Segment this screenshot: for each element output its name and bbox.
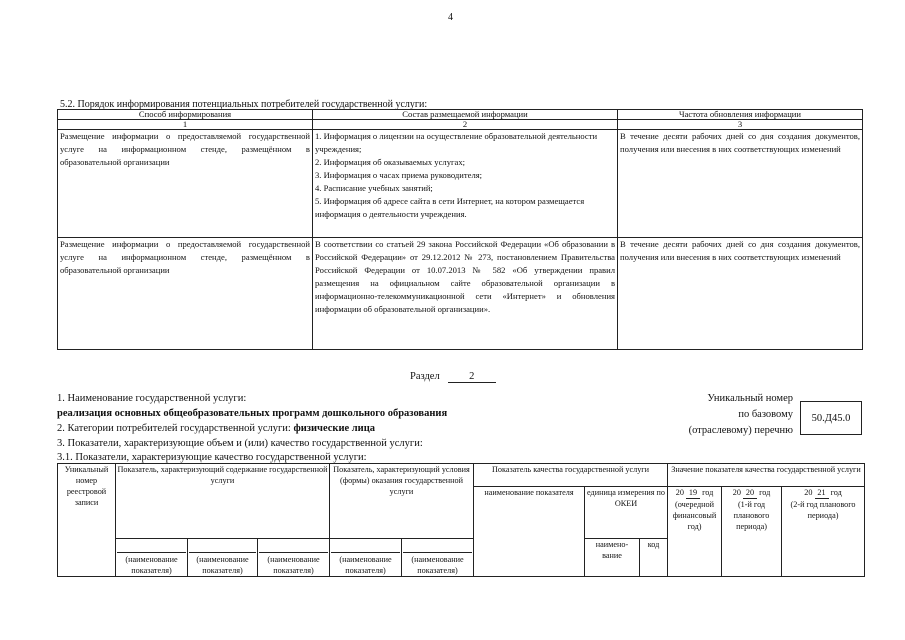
unique-line-2: по базовому: [738, 409, 793, 420]
content-indicator-3: (наименование показателя): [258, 539, 330, 577]
header-method: Способ информирования: [58, 110, 313, 120]
consumer-category-value: физические лица: [293, 423, 376, 434]
condition-indicator-1: (наименование показателя): [330, 539, 402, 577]
row1-content-line-4: 4. Расписание учебных занятий;: [315, 183, 433, 193]
quality-table: [57, 463, 865, 577]
header-unit-name: наимено-вание: [585, 539, 640, 577]
razdel-label: Раздел: [410, 371, 440, 382]
page-number: 4: [448, 12, 453, 23]
col-number-3: 3: [618, 120, 863, 130]
content-indicator-1: (наименование показателя): [116, 539, 188, 577]
row1-frequency: В течение десяти рабочих дней со дня создания документов, получения или внесения в них соответствующих изменений: [618, 130, 863, 238]
section-5-2-title: 5.2. Порядок информирования потенциальных потребителей государственной услуги:: [60, 99, 428, 110]
unique-line-3: (отраслевому) перечню: [688, 425, 793, 436]
condition-indicator-2: (наименование показателя): [402, 539, 474, 577]
row2-frequency: В течение десяти рабочих дней со дня создания документов, получения или внесения в них соответствующих изменений: [618, 238, 863, 350]
basic-list-code: 50.Д45.0: [800, 401, 862, 435]
col-number-1: 1: [58, 120, 313, 130]
year-1-value: 19: [686, 487, 700, 499]
table-row: [58, 238, 863, 350]
header-year-3: 20 21 год (2-й год планового периода): [782, 487, 865, 577]
consumer-category-label: 2. Категории потребителей государственной услуги:: [57, 423, 291, 434]
year-2-desc: (1-й год планового периода): [733, 500, 770, 531]
year-2-value: 20: [743, 487, 757, 499]
unique-number-label: [640, 391, 793, 439]
col-number-2: 2: [313, 120, 618, 130]
header-unit: единица измерения по ОКЕИ: [585, 487, 668, 539]
header-year-1: 20 19 год (очередной финансовый год): [668, 487, 722, 577]
header-year-2: 20 20 год (1-й год планового периода): [722, 487, 782, 577]
header-unique-number: Уникальный номер реестровой записи: [58, 464, 116, 577]
razdel-heading: [410, 371, 496, 383]
header-conditions-indicator: Показатель, характеризующий условия (формы) оказания государственной услуги: [330, 464, 474, 539]
header-quality-values: Значение показателя качества государственной услуги: [668, 464, 865, 487]
row1-content-line-2: 2. Информация об оказываемых услугах;: [315, 157, 466, 167]
row2-method: Размещение информации о предоставляемой государственной услуге на информационном стенде, размещённом в образовательной организации: [58, 238, 313, 350]
consumer-category: [57, 423, 375, 434]
unique-line-1: Уникальный номер: [707, 393, 793, 404]
header-unit-code: код: [640, 539, 668, 577]
header-content: Состав размещаемой информации: [313, 110, 618, 120]
year-3-value: 21: [815, 487, 829, 499]
row1-content-line-3: 3. Информация о часах приема руководителя;: [315, 170, 483, 180]
table-row: [58, 130, 863, 238]
quality-indicators-label: 3.1. Показатели, характеризующие качество государственной услуги:: [57, 452, 367, 463]
header-indicator-name: наименование показателя: [474, 487, 585, 577]
informing-table-number-row: [58, 120, 863, 130]
row1-method: Размещение информации о предоставляемой государственной услуге на информационном стенде, размещённом в образовательной организации: [58, 130, 313, 238]
indicators-label: 3. Показатели, характеризующие объем и (или) качество государственной услуги:: [57, 438, 423, 449]
service-name-label: 1. Наименование государственной услуги:: [57, 393, 247, 404]
row1-content-line-5: 5. Информация об адресе сайта в сети Интернет, на котором размещается информация о деятельности учреждения.: [315, 196, 585, 219]
informing-table-header-row: [58, 110, 863, 120]
razdel-number: 2: [448, 371, 496, 383]
header-quality-indicator: Показатель качества государственной услуги: [474, 464, 668, 487]
year-3-desc: (2-й год планового периода): [790, 500, 856, 520]
header-frequency: Частота обновления информации: [618, 110, 863, 120]
content-indicator-2: (наименование показателя): [188, 539, 258, 577]
quality-table-header-row-1: [58, 464, 865, 487]
row1-content: [313, 130, 618, 238]
year-1-desc: (очередной финансовый год): [672, 500, 717, 531]
informing-table: [57, 109, 863, 350]
row2-content: В соответствии со статьей 29 закона Российской Федерации «Об образовании в Российской Федерации» от 29.12.2012 № 273, постановлением Правительства Российской Федерации от 10.07.2013 № 582 «Об утверждении правил размещения на официальном сайте образовательной организации в информационно-телекоммуникационной сети «Интернет» и обновления информации об образовательной организации».: [313, 238, 618, 350]
header-content-indicator: Показатель, характеризующий содержание государственной услуги: [116, 464, 330, 539]
row1-content-line-1: 1. Информация о лицензии на осуществление образовательной деятельности учреждения;: [315, 131, 598, 154]
service-name: реализация основных общеобразовательных программ дошкольного образования: [57, 408, 448, 419]
